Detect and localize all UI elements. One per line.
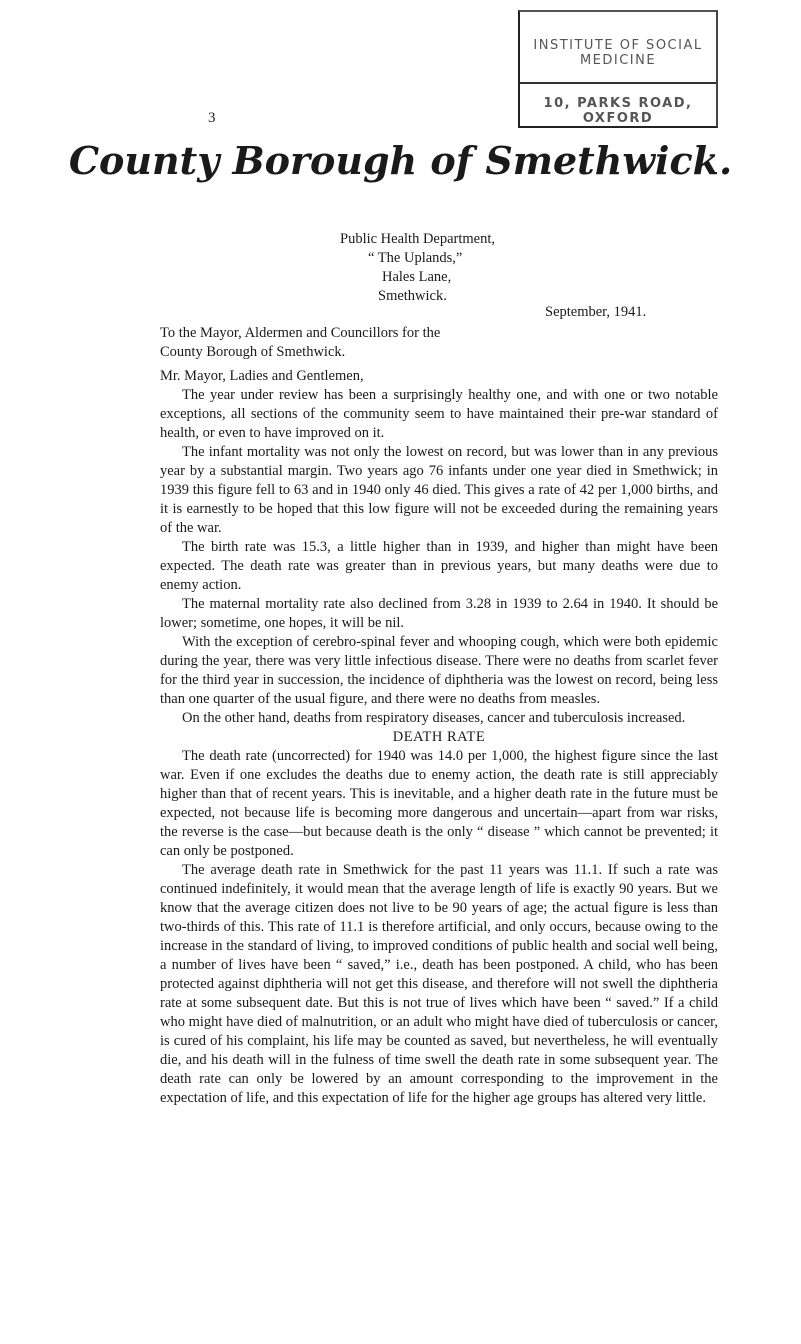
address-line-4: Smethwick. bbox=[378, 288, 447, 304]
letter-date: September, 1941. bbox=[545, 304, 647, 320]
stamp-line-institute: INSTITUTE OF SOCIAL bbox=[533, 38, 703, 53]
addressee-line-2: County Borough of Smethwick. bbox=[160, 344, 346, 360]
stamp-line-medicine: MEDICINE bbox=[579, 53, 657, 68]
paragraph: The average death rate in Smethwick for the past 11 years was 11.1. If such a rate was continued indefinitely, it would mean that the average length of life is exactly 90 years. But we know that the average citizen does not live to be 90 years of age; the actual figure is less than two-thirds of this. This rate of 11.1 is therefore artificial, and only occurs, because owing to the increase in the standard of living, to improved conditions of public health and social well being, a number of lives have been “ saved,” i.e., death has been postponed. A child, who has been protected against diphtheria will not get this disease, and therefore will not swell the diphtheria rate at some subsequent date. But this is not true of lives which have been “ saved.” If a child who might have died of malnutrition, or an adult who might have died of tuberculosis or cancer, is cured of his complaint, his life may be counted as saved, but nevertheless, he will eventually die, and his death will in the fulness of time swell the death rate in some subsequent year. The death rate can only be lowered by an amount corresponding to the improvement in the expectation of life, and this expectation of life for the higher age groups has altered very little. bbox=[160, 862, 718, 1106]
paragraph: The birth rate was 15.3, a little higher than in 1939, and higher than might have been expected. The death rate was greater than in previous years, but many deaths were due to enemy action. bbox=[160, 539, 718, 593]
paragraph: The death rate (uncorrected) for 1940 was 14.0 per 1,000, the highest figure since the last war. Even if one excludes the deaths due to enemy action, the death rate is still appreciably higher than that of recent years. This is inevitable, and a higher death rate in the future must be expected, not because life is becoming more dangerous and uncertain—apart from war risks, the reverse is the case—but because death is the only “ disease ” which cannot be prevented; it can only be postponed. bbox=[160, 748, 718, 859]
stamp-line-city: OXFORD bbox=[582, 111, 654, 126]
address-line-3: Hales Lane, bbox=[382, 269, 452, 285]
addressee-line-1: To the Mayor, Aldermen and Councillors for the bbox=[160, 325, 441, 341]
paragraph: On the other hand, deaths from respiratory diseases, cancer and tuberculosis increased. bbox=[182, 710, 686, 726]
letter-body bbox=[160, 324, 718, 1108]
address-line-2: “ The Uplands,” bbox=[368, 250, 463, 266]
paragraph: The infant mortality was not only the lowest on record, but was lower than in any previous year by a substantial margin. Two years ago 76 infants under one year died in Smethwick; in 1939 this figure fell to 63 and in 1940 only 46 died. This gives a rate of 42 per 1,000 births, and it is earnestly to be hoped that this low figure will not be exceeded during the remaining years of the war. bbox=[160, 444, 718, 536]
paragraph: The year under review has been a surprisingly healthy one, and with one or two notable exceptions, all sections of the community seem to have maintained their pre-war standard of health, or even to have improved on it. bbox=[160, 387, 718, 441]
section-title: DEATH RATE bbox=[392, 729, 486, 745]
page-number: 3 bbox=[208, 110, 216, 126]
paragraph: The maternal mortality rate also declined from 3.28 in 1939 to 2.64 in 1940. It should be lower; sometime, one hopes, it will be nil. bbox=[160, 596, 718, 631]
stamp-divider bbox=[520, 82, 716, 84]
sender-address bbox=[340, 230, 495, 306]
paragraph: With the exception of cerebro-spinal fever and whooping cough, which were both epidemic during the year, there was very little infectious disease. There were no deaths from scarlet fever for the third year in succession, the incidence of diphtheria was the lowest on record, being less than one quarter of the usual figure, and there were no deaths from measles. bbox=[160, 634, 718, 707]
stamp-line-road: 10, PARKS ROAD, bbox=[543, 96, 693, 111]
address-line-1: Public Health Department, bbox=[340, 231, 496, 247]
document-heading: County Borough of Smethwick. bbox=[68, 138, 733, 183]
library-stamp bbox=[518, 10, 718, 128]
salutation: Mr. Mayor, Ladies and Gentlemen, bbox=[160, 368, 364, 384]
